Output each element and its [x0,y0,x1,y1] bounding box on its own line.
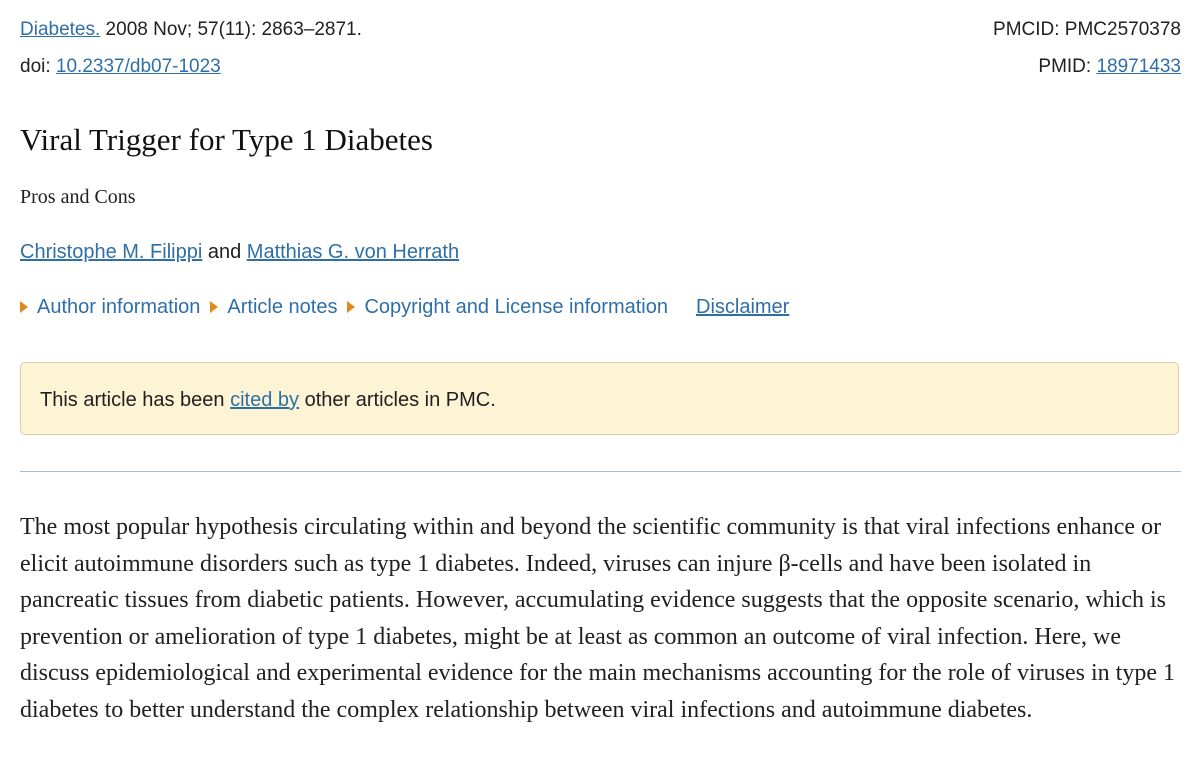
article-notes-toggle[interactable] [210,294,337,320]
article-notes-label: Article notes [227,296,338,318]
copyright-label: Copyright and License information [364,296,668,318]
doi-link[interactable]: 10.2337/db07-1023 [55,56,221,77]
disclaimer-link[interactable]: Disclaimer [696,296,790,318]
cited-by-link[interactable]: cited by [230,389,300,411]
cited-suffix: other articles in PMC. [299,389,496,411]
pmcid: PMCID: PMC2570378 [993,19,1181,40]
author-list [20,239,459,265]
author-conjunction: and [202,241,247,263]
citation-row [20,18,1181,42]
citation-left [20,18,362,42]
copyright-toggle[interactable] [347,294,668,320]
article-header [20,0,1181,723]
section-divider [20,471,1181,472]
author-link-1[interactable]: Christophe M. Filippi [20,241,203,263]
author-link-2[interactable]: Matthias G. von Herrath [246,241,460,263]
pmid-label: PMID: [1038,56,1097,77]
triangle-right-icon [347,301,355,313]
journal-link[interactable]: Diabetes. [20,19,101,40]
author-information-label: Author information [37,296,201,318]
pmid-link[interactable]: 18971433 [1096,56,1181,77]
journal-details: 2008 Nov; 57(11): 2863–2871. [100,19,362,40]
article-subtitle: Pros and Cons [20,186,136,208]
article-title: Viral Trigger for Type 1 Diabetes [20,122,433,157]
doi-row [20,55,1181,79]
article-info-row [20,294,789,320]
triangle-right-icon [210,301,218,313]
cited-by-notice [20,362,1179,435]
cited-prefix: This article has been [40,389,231,411]
author-information-toggle[interactable] [20,294,200,320]
doi [20,55,221,79]
abstract-text: The most popular hypothesis circulating within and beyond the scientific community is that viral infections enhance or elicit autoimmune disorders such as type 1 diabetes. Indeed, viruses can injure β-cells and have been isolated in pancreatic tissues from diabetic patients. However, accumulating evidence suggests that the opposite scenario, which is prevention or amelioration of type 1 diabetes, might be at least as common an outcome of viral infection. Here, we discuss epidemiological and experimental evidence for the main mechanisms accounting for the role of viruses in type 1 diabetes to better understand the complex relationship between viral infections and autoimmune diabetes. [20,514,1175,723]
pmid [1038,55,1181,79]
triangle-right-icon [20,301,28,313]
doi-label: doi: [20,56,56,77]
